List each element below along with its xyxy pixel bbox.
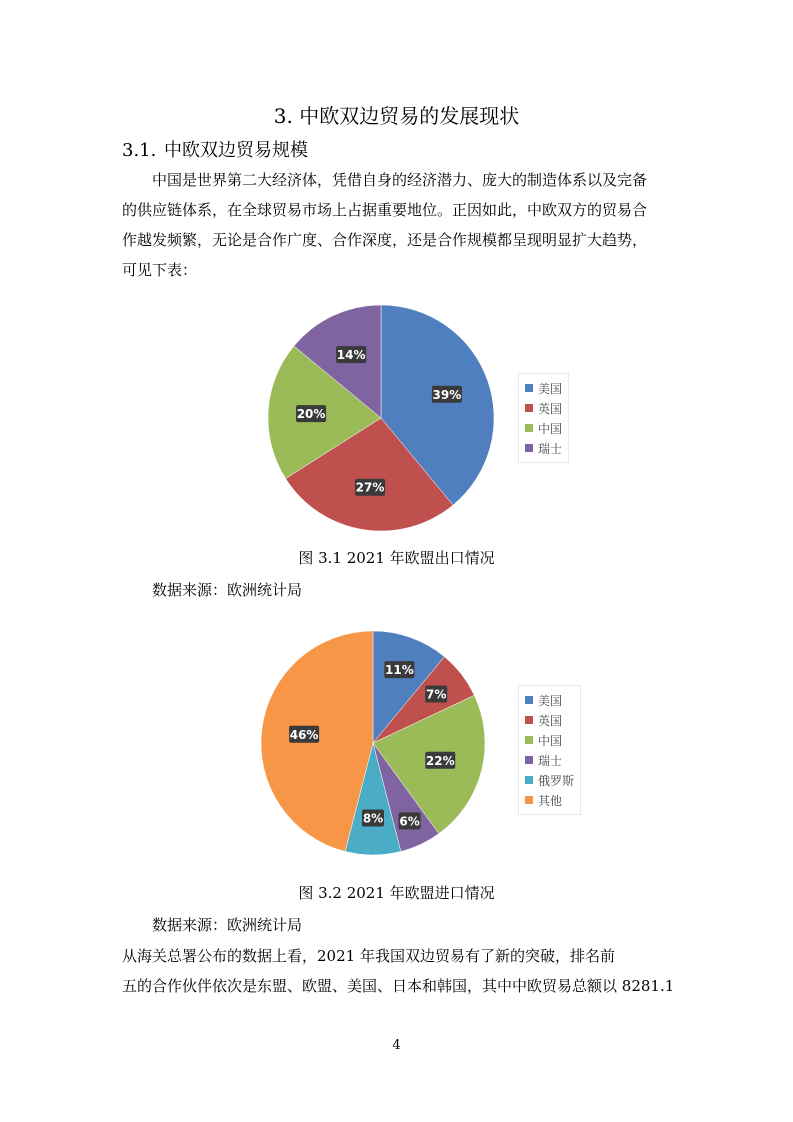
- svg-text:11%: 11%: [385, 663, 414, 678]
- legend-label: 美国: [538, 381, 563, 396]
- legend-item: [525, 750, 574, 770]
- legend-label: 俄罗斯: [538, 773, 575, 788]
- legend-swatch: [525, 756, 533, 764]
- legend-item: [525, 418, 562, 438]
- export-pie-chart: [260, 300, 580, 535]
- figure-1-caption: 图 3.1 2021 年欧盟出口情况: [298, 549, 495, 567]
- data-label: [432, 386, 462, 403]
- paragraph-line: 从海关总署公布的数据上看，2021 年我国双边贸易有了新的突破，排名前: [122, 947, 615, 965]
- legend-item: [525, 690, 574, 710]
- page-number: 4: [392, 1038, 401, 1053]
- legend-label: 中国: [538, 733, 563, 748]
- legend-item: [525, 710, 574, 730]
- paragraph-line: 中国是世界第二大经济体，凭借自身的经济潜力、庞大的制造体系以及完备: [152, 171, 648, 189]
- legend-item: [525, 730, 574, 750]
- svg-text:22%: 22%: [425, 753, 455, 768]
- paragraph-line: 可见下表：: [122, 261, 198, 279]
- paragraph-line: 的供应链体系，在全球贸易市场上占据重要地位。正因如此，中欧双方的贸易合: [122, 201, 648, 219]
- svg-text:46%: 46%: [289, 727, 319, 742]
- legend-swatch: [525, 796, 533, 804]
- data-label: [289, 726, 319, 743]
- legend-swatch: [525, 696, 533, 704]
- data-label: [425, 752, 455, 769]
- legend-swatch: [525, 736, 533, 744]
- svg-text:27%: 27%: [355, 480, 385, 495]
- legend-label: 美国: [538, 693, 563, 708]
- figure-2-caption: 图 3.2 2021 年欧盟进口情况: [298, 884, 495, 902]
- legend-swatch: [525, 404, 533, 412]
- legend-label: 英国: [538, 401, 563, 416]
- legend-item: [525, 770, 574, 790]
- export-legend: [518, 373, 569, 463]
- legend-swatch: [525, 384, 533, 392]
- paragraph-2: [122, 942, 682, 1002]
- import-pie-chart: [255, 630, 585, 860]
- legend-item: [525, 438, 562, 458]
- legend-swatch: [525, 776, 533, 784]
- legend-item: [525, 398, 562, 418]
- data-label: [355, 479, 385, 496]
- svg-text:39%: 39%: [432, 387, 462, 402]
- legend-label: 瑞士: [538, 441, 563, 456]
- legend-swatch: [525, 444, 533, 452]
- legend-swatch: [525, 716, 533, 724]
- svg-text:8%: 8%: [362, 811, 384, 826]
- legend-label: 其他: [538, 793, 563, 808]
- data-label: [425, 685, 447, 702]
- paragraph-line: 五的合作伙伴依次是东盟、欧盟、美国、日本和韩国，其中中欧贸易总额以 8281.1: [122, 977, 675, 995]
- legend-label: 中国: [538, 421, 563, 436]
- section-title: 3. 中欧双边贸易的发展现状: [273, 104, 520, 128]
- paragraph-1: [122, 166, 682, 286]
- subsection-title: 中欧双边贸易规模: [164, 140, 308, 161]
- legend-item: [525, 378, 562, 398]
- subsection-heading: [122, 136, 308, 162]
- svg-text:14%: 14%: [336, 348, 366, 363]
- legend-label: 瑞士: [538, 753, 563, 768]
- legend-swatch: [525, 424, 533, 432]
- figure-2-source: 数据来源：欧洲统计局: [152, 916, 303, 934]
- svg-text:20%: 20%: [296, 407, 326, 422]
- import-pie-svg: [255, 630, 505, 860]
- legend-item: [525, 790, 574, 810]
- subsection-number: 3.1.: [122, 140, 157, 161]
- data-label: [384, 661, 414, 678]
- export-pie-svg: [260, 300, 500, 535]
- data-label: [399, 812, 421, 829]
- paragraph-line: 作越发频繁，无论是合作广度、合作深度，还是合作规模都呈现明显扩大趋势，: [122, 231, 648, 249]
- data-label: [336, 346, 366, 363]
- data-label: [362, 810, 384, 827]
- svg-text:6%: 6%: [399, 814, 420, 829]
- figure-1-source: 数据来源：欧洲统计局: [152, 581, 303, 599]
- data-label: [296, 405, 326, 422]
- svg-text:7%: 7%: [426, 687, 447, 702]
- import-legend: [518, 685, 581, 815]
- legend-label: 英国: [538, 713, 563, 728]
